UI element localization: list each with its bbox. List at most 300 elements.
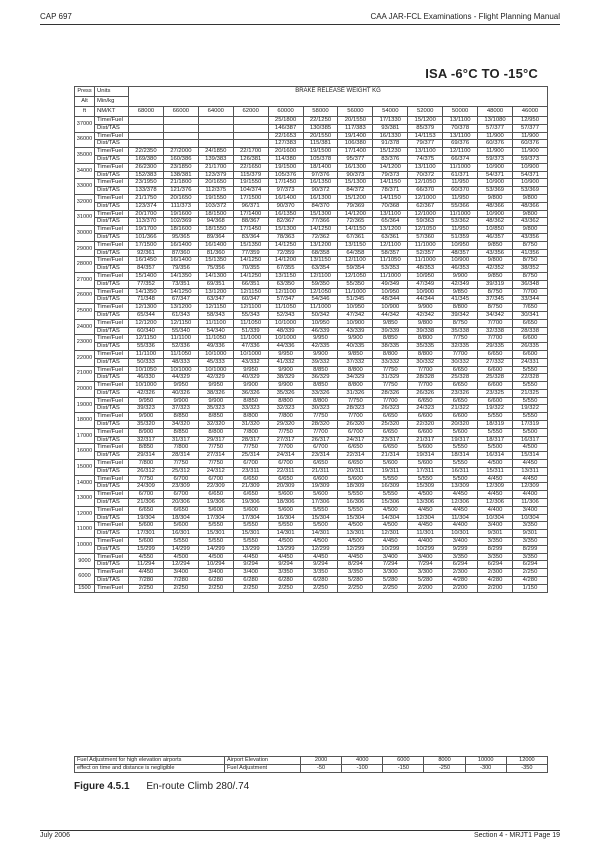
value-cell: 11/1100 — [129, 350, 164, 358]
table-row — [75, 506, 548, 514]
value-cell: 15/1200 — [338, 194, 373, 202]
value-cell: 42/349 — [443, 280, 478, 288]
value-cell: 18/306 — [268, 499, 303, 507]
value-cell: 44/329 — [163, 374, 198, 382]
value-cell: 22/314 — [338, 452, 373, 460]
value-cell: 20/306 — [163, 499, 198, 507]
weight-column-header: 64000 — [198, 107, 233, 117]
units-label-cell: Dist/TAS — [95, 405, 129, 413]
value-cell: 42/329 — [198, 374, 233, 382]
value-cell: 51/359 — [443, 233, 478, 241]
table-row — [75, 319, 548, 327]
value-cell: 23/1850 — [163, 163, 198, 171]
value-cell: 8/299 — [512, 545, 547, 553]
value-cell: 33/332 — [373, 358, 408, 366]
value-cell: 49/336 — [198, 343, 233, 351]
value-cell: 7/800 — [163, 444, 198, 452]
header-row-1 — [75, 87, 548, 97]
value-cell — [233, 140, 268, 148]
value-cell: 35/335 — [408, 343, 443, 351]
value-cell: 13/1150 — [303, 257, 338, 265]
value-cell: 5/550 — [512, 397, 547, 405]
value-cell: 16/1400 — [198, 241, 233, 249]
value-cell: 16/1350 — [303, 179, 338, 187]
table-row — [75, 397, 548, 405]
value-cell: 6/600 — [303, 475, 338, 483]
value-cell: 6/700 — [268, 460, 303, 468]
value-cell: 14/1250 — [163, 288, 198, 296]
figure-number: Figure 4.5.1 — [74, 781, 130, 792]
value-cell: 30/323 — [303, 405, 338, 413]
value-cell: 6/650 — [338, 444, 373, 452]
value-cell: 16/1300 — [338, 163, 373, 171]
value-cell: 123/379 — [198, 171, 233, 179]
airport-elevation-row — [75, 757, 548, 765]
value-cell: 5/500 — [478, 444, 513, 452]
value-cell: 57/377 — [478, 124, 513, 132]
value-cell: 4/450 — [478, 491, 513, 499]
value-cell: 5/600 — [129, 538, 164, 546]
value-cell: 24/1850 — [198, 148, 233, 156]
value-cell: 31/329 — [373, 374, 408, 382]
value-cell: 26/317 — [303, 436, 338, 444]
value-cell: 5/600 — [163, 522, 198, 530]
value-cell: 6/650 — [338, 460, 373, 468]
value-cell: 19/1400 — [338, 132, 373, 140]
value-cell: 5/500 — [443, 475, 478, 483]
value-cell: 64/358 — [338, 249, 373, 257]
value-cell: 26/323 — [373, 405, 408, 413]
value-cell: 14/1350 — [129, 288, 164, 296]
value-cell: 39/319 — [478, 280, 513, 288]
value-cell: 77/359 — [233, 249, 268, 257]
value-cell: 15/314 — [512, 452, 547, 460]
value-cell: 16/306 — [338, 499, 373, 507]
brake-release-weight-caption: BRAKE RELEASE WEIGHT KG — [129, 87, 548, 107]
value-cell: 55/350 — [338, 280, 373, 288]
units-label-cell: Time/Fuel — [95, 522, 129, 530]
value-cell: 79/369 — [338, 202, 373, 210]
units-label-cell: Time/Fuel — [95, 413, 129, 421]
value-cell: 28/328 — [408, 374, 443, 382]
value-cell: 22/309 — [198, 483, 233, 491]
value-cell: 14/1150 — [373, 194, 408, 202]
value-cell: 13/311 — [512, 467, 547, 475]
value-cell: 7/750 — [268, 428, 303, 436]
value-cell: 29/317 — [198, 436, 233, 444]
value-cell: 42/326 — [129, 389, 164, 397]
value-cell: 8/800 — [408, 335, 443, 343]
value-cell: 12/306 — [443, 499, 478, 507]
value-cell: 4/450 — [478, 475, 513, 483]
value-cell: 55/336 — [129, 343, 164, 351]
pressure-altitude-cell: 17000 — [75, 428, 95, 444]
value-cell: 9/900 — [163, 397, 198, 405]
value-cell: 13/1080 — [478, 117, 513, 125]
value-cell: 17/1500 — [233, 194, 268, 202]
value-cell: 36/326 — [233, 389, 268, 397]
value-cell: 12/304 — [408, 514, 443, 522]
value-cell: 13/301 — [338, 530, 373, 538]
value-cell: 5/550 — [512, 413, 547, 421]
value-cell: 6/650 — [408, 397, 443, 405]
units-label-cell: Time/Fuel — [95, 584, 129, 592]
value-cell: 16/311 — [443, 467, 478, 475]
value-cell: 146/387 — [268, 124, 303, 132]
value-cell: 3/350 — [303, 569, 338, 577]
value-cell: 89/364 — [198, 233, 233, 241]
value-cell: 44/344 — [408, 296, 443, 304]
units-label-cell: Dist/TAS — [95, 467, 129, 475]
value-cell — [198, 132, 233, 140]
value-cell — [233, 117, 268, 125]
pressure-altitude-cell: 24000 — [75, 319, 95, 335]
value-cell: 31/320 — [233, 421, 268, 429]
value-cell: 4/450 — [233, 553, 268, 561]
value-cell: 90/373 — [338, 171, 373, 179]
value-cell: 2/200 — [478, 584, 513, 592]
value-cell: 9/900 — [338, 335, 373, 343]
value-cell: 11/1050 — [268, 304, 303, 312]
value-cell: 28/314 — [163, 452, 198, 460]
value-cell: 12/1100 — [443, 148, 478, 156]
value-cell: 38/326 — [198, 389, 233, 397]
value-cell: 14/1350 — [163, 272, 198, 280]
value-cell: 23/314 — [303, 452, 338, 460]
value-cell: 12/294 — [163, 561, 198, 569]
table-row — [75, 577, 548, 585]
table-row — [75, 569, 548, 577]
value-cell: 10/1000 — [198, 366, 233, 374]
table-row — [75, 265, 548, 273]
value-cell: 105/378 — [303, 155, 338, 163]
value-cell: 4/450 — [443, 506, 478, 514]
value-cell: 18/319 — [478, 421, 513, 429]
value-cell: 10/1000 — [129, 382, 164, 390]
value-cell: 101/366 — [129, 233, 164, 241]
fuel-adjustment-header: Fuel Adjustment — [225, 765, 301, 773]
value-cell: 5/550 — [268, 522, 303, 530]
value-cell: 70/378 — [443, 124, 478, 132]
value-cell: 55/366 — [443, 202, 478, 210]
value-cell: 3/350 — [268, 569, 303, 577]
value-cell: 5/550 — [443, 460, 478, 468]
value-cell: 8/750 — [478, 288, 513, 296]
value-cell: 4/500 — [512, 444, 547, 452]
value-cell: 16/304 — [268, 514, 303, 522]
units-label-cell: Time/Fuel — [95, 304, 129, 312]
value-cell: 9/800 — [512, 210, 547, 218]
value-cell: 21/1750 — [129, 194, 164, 202]
value-cell: 26/335 — [512, 343, 547, 351]
value-cell: 46/339 — [303, 327, 338, 335]
value-cell: 11/1050 — [163, 350, 198, 358]
units-label-cell: Time/Fuel — [95, 506, 129, 514]
value-cell: 3/400 — [373, 553, 408, 561]
value-cell: 14/299 — [198, 545, 233, 553]
weight-column-header: 58000 — [303, 107, 338, 117]
value-cell: 6/280 — [268, 577, 303, 585]
value-cell: 13/1150 — [268, 272, 303, 280]
value-cell: 8/850 — [129, 444, 164, 452]
value-cell — [198, 117, 233, 125]
value-cell: 16/1300 — [303, 194, 338, 202]
value-cell: 24/314 — [268, 452, 303, 460]
value-cell: 16/1350 — [268, 210, 303, 218]
table-row — [75, 436, 548, 444]
elevation-value-cell: 4000 — [342, 757, 383, 765]
value-cell: 31/326 — [338, 389, 373, 397]
weight-column-header: 54000 — [373, 107, 408, 117]
table-row — [75, 553, 548, 561]
climb-table — [74, 86, 548, 593]
value-cell: 7/280 — [129, 577, 164, 585]
value-cell: 22/1700 — [233, 148, 268, 156]
value-cell: 41/345 — [443, 296, 478, 304]
value-cell: 138/381 — [163, 171, 198, 179]
value-cell: 14/1150 — [373, 179, 408, 187]
value-cell: 13/1150 — [338, 241, 373, 249]
pressure-altitude-cell: 29000 — [75, 241, 95, 257]
value-cell: 48/366 — [512, 202, 547, 210]
value-cell: 19/322 — [478, 405, 513, 413]
value-cell: 5/600 — [233, 506, 268, 514]
value-cell: 70/368 — [373, 202, 408, 210]
table-row — [75, 444, 548, 452]
value-cell: 19/304 — [129, 514, 164, 522]
value-cell: 9/950 — [198, 382, 233, 390]
value-cell: 13/1100 — [373, 210, 408, 218]
value-cell: 23/309 — [163, 483, 198, 491]
value-cell: 61/343 — [163, 311, 198, 319]
value-cell: 10/950 — [408, 272, 443, 280]
elevation-value-cell: 12000 — [506, 757, 547, 765]
value-cell: 62/367 — [408, 202, 443, 210]
value-cell: 9/900 — [198, 397, 233, 405]
units-header-1: Units — [95, 87, 129, 97]
value-cell: 37/345 — [478, 296, 513, 304]
table-row — [75, 366, 548, 374]
value-cell: 14/301 — [268, 530, 303, 538]
value-cell: 19/1600 — [163, 210, 198, 218]
value-cell: 68/358 — [303, 249, 338, 257]
value-cell: 10/900 — [338, 319, 373, 327]
value-cell: 7/750 — [338, 397, 373, 405]
value-cell: 10/299 — [373, 545, 408, 553]
value-cell: 10/299 — [408, 545, 443, 553]
value-cell: 52/343 — [268, 311, 303, 319]
value-cell: 21/1800 — [163, 179, 198, 187]
value-cell: 8/800 — [268, 397, 303, 405]
value-cell: 4/500 — [338, 522, 373, 530]
weight-column-header: 62000 — [233, 107, 268, 117]
value-cell: 5/280 — [408, 577, 443, 585]
value-cell: 57/377 — [512, 124, 547, 132]
value-cell: 21/309 — [233, 483, 268, 491]
value-cell: 65/364 — [373, 218, 408, 226]
value-cell: 11/950 — [443, 179, 478, 187]
value-cell: 35/326 — [268, 389, 303, 397]
table-row — [75, 210, 548, 218]
table-row — [75, 538, 548, 546]
value-cell: 13/309 — [443, 483, 478, 491]
value-cell: 9/294 — [233, 561, 268, 569]
figure-caption — [74, 781, 249, 792]
value-cell: 14/1200 — [373, 163, 408, 171]
pressure-altitude-cell: 12000 — [75, 506, 95, 522]
value-cell: 9/950 — [129, 397, 164, 405]
units-label-cell: Dist/TAS — [95, 421, 129, 429]
value-cell — [163, 140, 198, 148]
value-cell: 12/1100 — [233, 304, 268, 312]
value-cell: 26/326 — [408, 389, 443, 397]
weight-column-header: 66000 — [163, 107, 198, 117]
table-row — [75, 148, 548, 156]
value-cell: 8/800 — [233, 413, 268, 421]
value-cell: 14/1250 — [268, 241, 303, 249]
value-cell: 60/370 — [443, 187, 478, 195]
value-cell: 5/550 — [373, 475, 408, 483]
table-row — [75, 514, 548, 522]
value-cell: 23/317 — [373, 436, 408, 444]
elevation-value-cell: 10000 — [465, 757, 506, 765]
value-cell: 6/280 — [233, 577, 268, 585]
value-cell: 67/347 — [163, 296, 198, 304]
value-cell: 8/850 — [163, 413, 198, 421]
value-cell: 5/550 — [198, 522, 233, 530]
table-row — [75, 241, 548, 249]
value-cell: 15/1400 — [129, 272, 164, 280]
value-cell: 63/347 — [198, 296, 233, 304]
value-cell: 6/650 — [443, 397, 478, 405]
value-cell: 10/1000 — [268, 319, 303, 327]
value-cell: 2/200 — [408, 584, 443, 592]
document-code: CAP 697 — [40, 12, 72, 21]
value-cell: 10/900 — [408, 288, 443, 296]
value-cell: 23/1950 — [129, 179, 164, 187]
units-label-cell: Time/Fuel — [95, 444, 129, 452]
value-cell: 9/800 — [478, 257, 513, 265]
value-cell: 5/550 — [478, 428, 513, 436]
value-cell: 16/309 — [373, 483, 408, 491]
document-title: CAA JAR-FCL Examinations - Flight Planning Manual — [370, 12, 560, 21]
value-cell: 117/383 — [338, 124, 373, 132]
value-cell: 8/750 — [512, 257, 547, 265]
value-cell: 5/550 — [373, 491, 408, 499]
value-cell: 37/323 — [163, 405, 198, 413]
value-cell: 14/1250 — [303, 226, 338, 234]
value-cell: 7/750 — [129, 475, 164, 483]
value-cell: 3/400 — [198, 569, 233, 577]
value-cell: 38/335 — [373, 343, 408, 351]
value-cell: 36/329 — [303, 374, 338, 382]
value-cell: 87/360 — [163, 249, 198, 257]
value-cell: 9/294 — [303, 561, 338, 569]
units-header-3: NM/KT — [95, 107, 129, 117]
value-cell: 30/332 — [408, 358, 443, 366]
value-cell: 7/750 — [443, 335, 478, 343]
value-cell: 15/1200 — [408, 117, 443, 125]
value-cell: 12/950 — [512, 117, 547, 125]
pressure-altitude-cell: 34000 — [75, 163, 95, 179]
value-cell: 42/342 — [408, 311, 443, 319]
fuel-adjustment-label: Fuel Adjustment for high elevation airports — [75, 757, 225, 765]
fuel-adjustment-value-cell: -350 — [506, 765, 547, 773]
value-cell: 43/356 — [478, 249, 513, 257]
value-cell: 4/550 — [129, 553, 164, 561]
weight-column-header: 52000 — [408, 107, 443, 117]
value-cell: 48/344 — [373, 296, 408, 304]
value-cell: 5/550 — [198, 538, 233, 546]
value-cell: 39/338 — [408, 327, 443, 335]
value-cell: 15/299 — [129, 545, 164, 553]
units-label-cell: Time/Fuel — [95, 366, 129, 374]
value-cell: 12/1100 — [373, 241, 408, 249]
value-cell: 115/381 — [303, 140, 338, 148]
value-cell: 5/600 — [408, 444, 443, 452]
value-cell: 133/378 — [129, 187, 164, 195]
value-cell: 4/450 — [338, 553, 373, 561]
negligible-effect-note: effect on time and distance is negligible — [75, 765, 225, 773]
value-cell: 6/294 — [478, 561, 513, 569]
value-cell: 4/500 — [373, 522, 408, 530]
units-label-cell: Time/Fuel — [95, 241, 129, 249]
climb-table-body — [75, 87, 548, 593]
value-cell: 5/550 — [303, 506, 338, 514]
value-cell: 13/1200 — [198, 288, 233, 296]
value-cell: 20/320 — [443, 421, 478, 429]
value-cell: 22/2350 — [129, 148, 164, 156]
units-label-cell: Dist/TAS — [95, 358, 129, 366]
value-cell: 78/363 — [268, 233, 303, 241]
value-cell: 10/950 — [338, 304, 373, 312]
value-cell: 115/379 — [233, 171, 268, 179]
value-cell: 13/299 — [268, 545, 303, 553]
table-row — [75, 288, 548, 296]
table-row — [75, 343, 548, 351]
value-cell — [129, 140, 164, 148]
value-cell: 19/322 — [512, 405, 547, 413]
table-row — [75, 327, 548, 335]
value-cell — [163, 132, 198, 140]
value-cell: 85/379 — [408, 124, 443, 132]
value-cell: 19/317 — [443, 436, 478, 444]
value-cell: 6/600 — [512, 350, 547, 358]
value-cell: 9/800 — [512, 226, 547, 234]
page-header — [40, 12, 560, 24]
value-cell: 55/343 — [233, 311, 268, 319]
value-cell: 12/1050 — [408, 226, 443, 234]
value-cell: 12/1150 — [163, 319, 198, 327]
table-row — [75, 280, 548, 288]
value-cell: 12/1200 — [129, 319, 164, 327]
value-cell: 43/339 — [338, 327, 373, 335]
footer-rule — [40, 830, 560, 831]
value-cell: 17/304 — [233, 514, 268, 522]
value-cell: 12/1000 — [408, 194, 443, 202]
value-cell: 11/1000 — [233, 335, 268, 343]
value-cell: 9/900 — [129, 413, 164, 421]
value-cell: 12/1100 — [303, 272, 338, 280]
value-cell: 17/1450 — [268, 179, 303, 187]
value-cell: 73/351 — [163, 280, 198, 288]
value-cell: 10/1000 — [163, 366, 198, 374]
value-cell: 6/650 — [373, 428, 408, 436]
table-row — [75, 561, 548, 569]
value-cell: 121/376 — [163, 187, 198, 195]
table-row — [75, 491, 548, 499]
value-cell: 7/750 — [373, 382, 408, 390]
